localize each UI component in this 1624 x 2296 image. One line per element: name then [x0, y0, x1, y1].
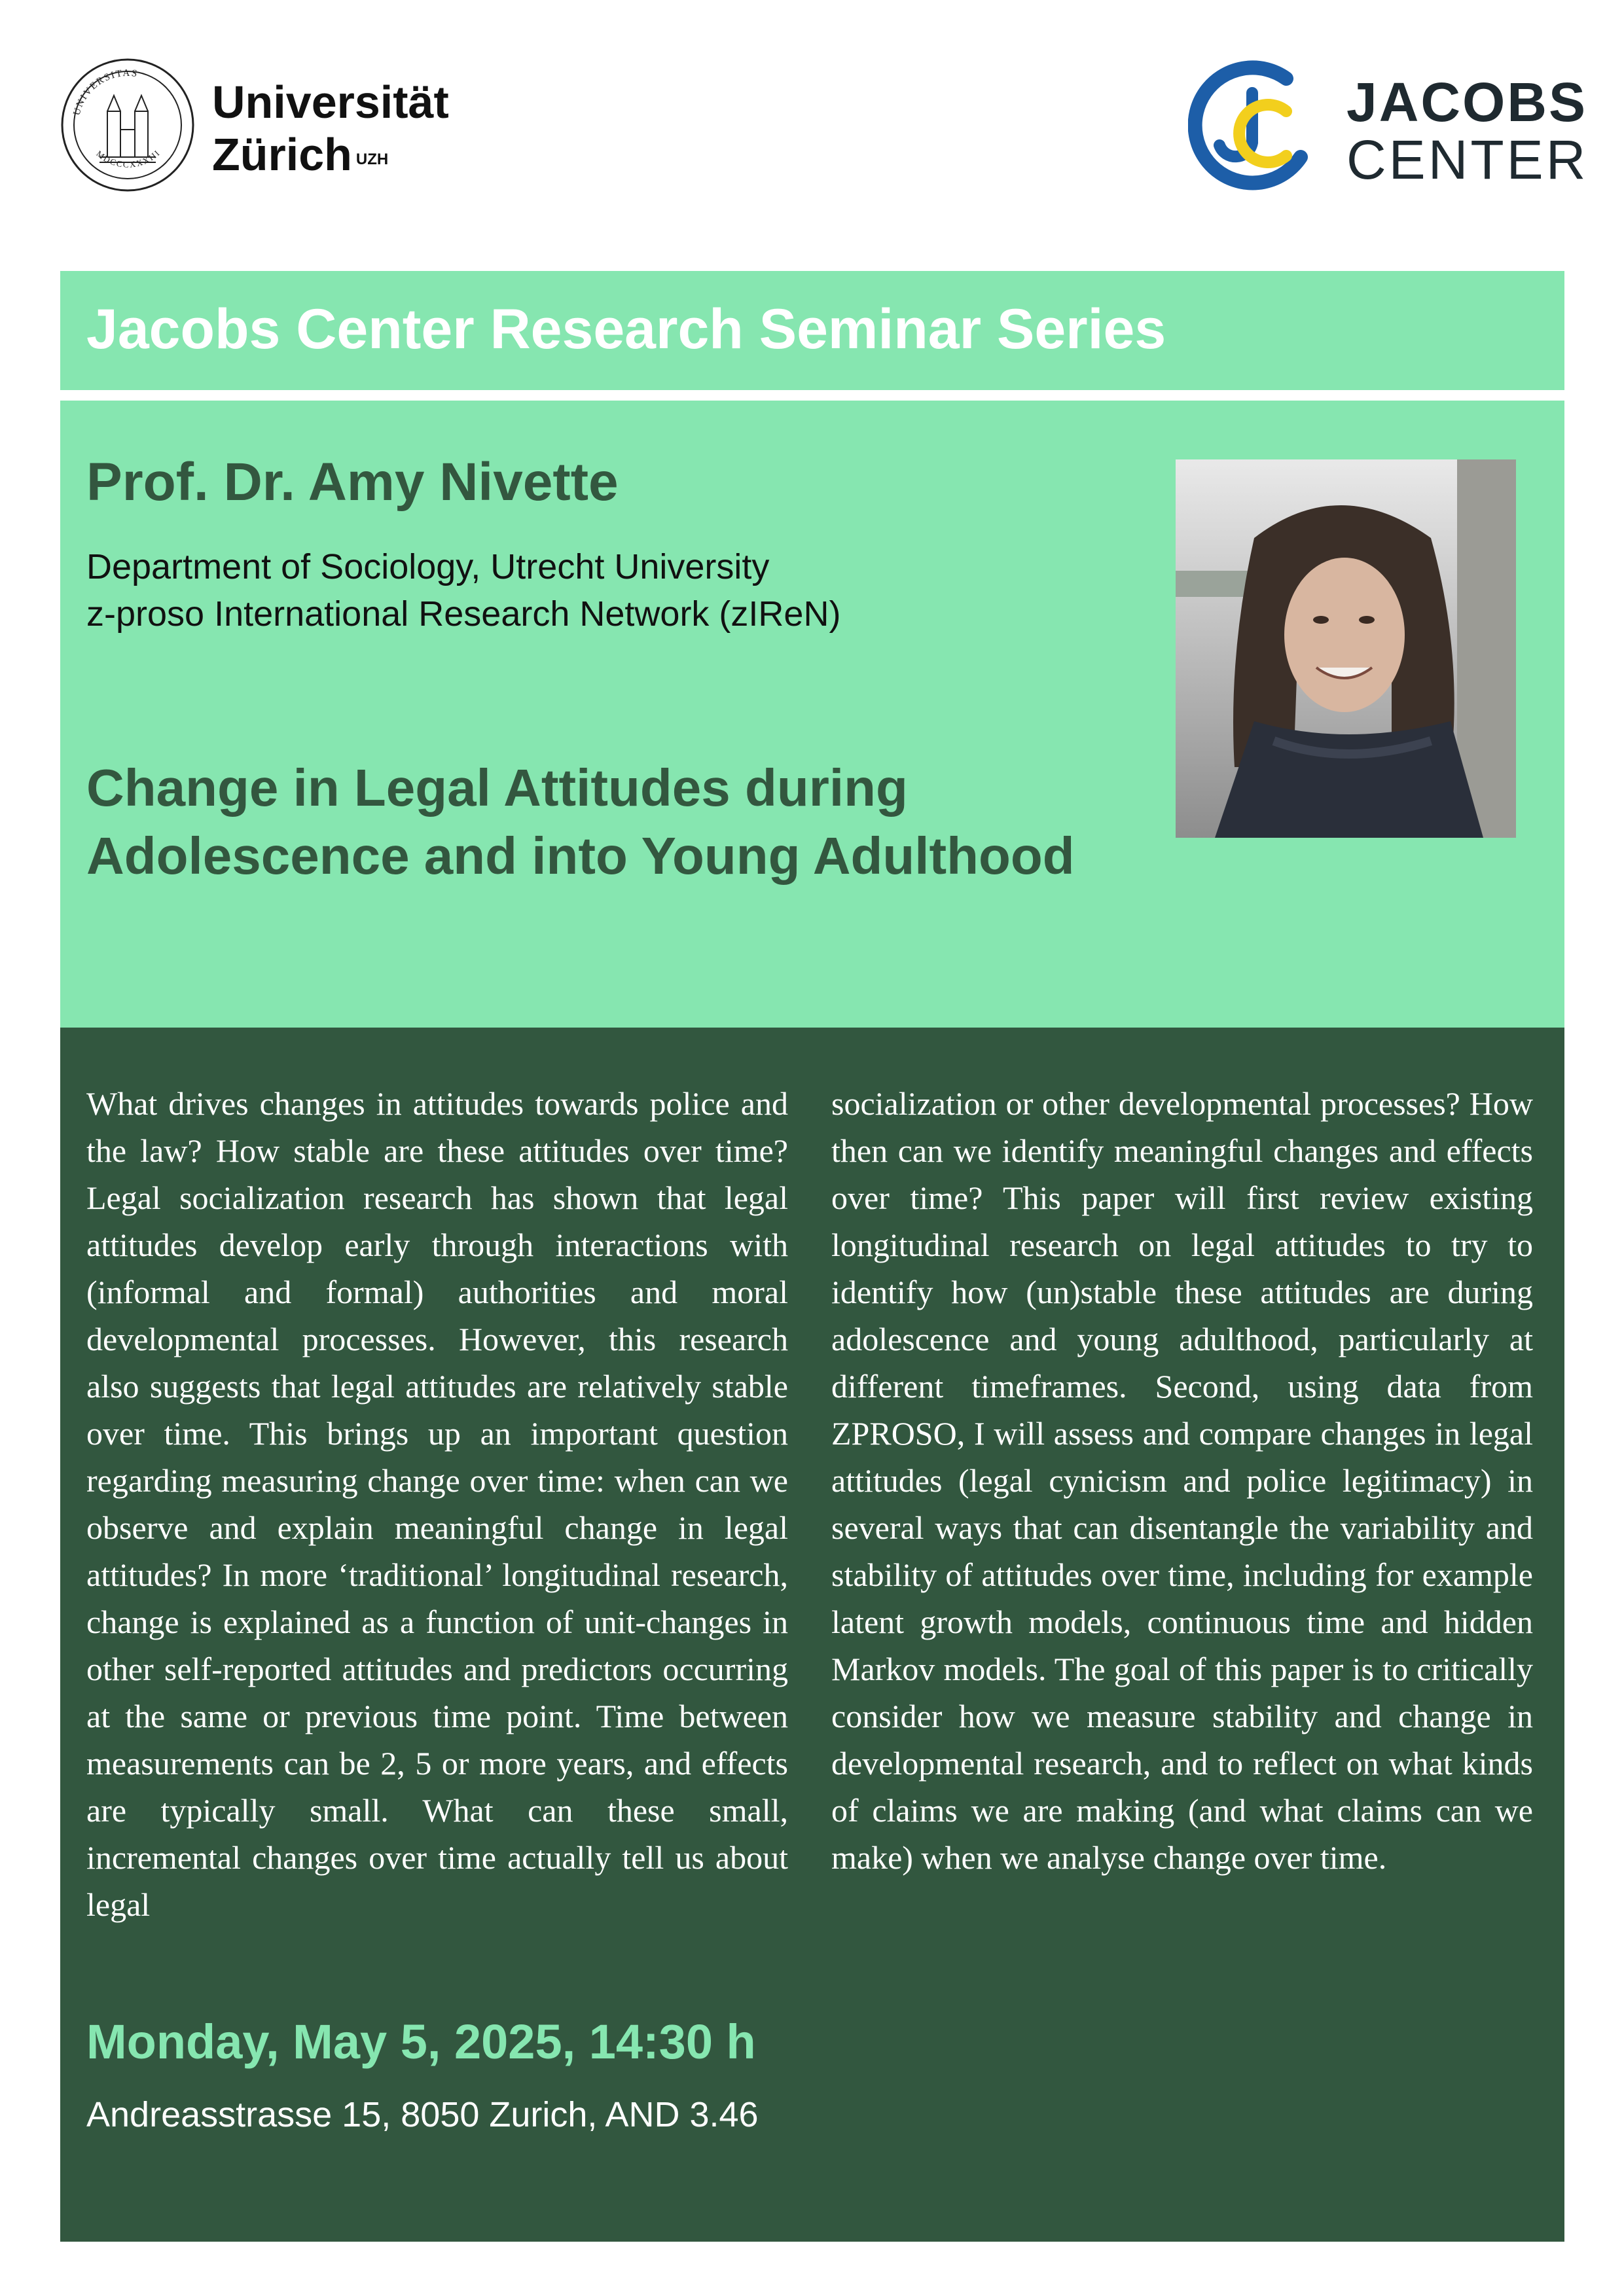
speaker-affiliations	[86, 543, 840, 637]
talk-title-line-1: Change in Legal Attitudes during	[86, 759, 908, 817]
series-title: Jacobs Center Research Seminar Series	[86, 298, 1166, 361]
seal-text-bottom: MDCCCXXXIII	[94, 147, 162, 170]
talk-title-line-2: Adolescence and into Young Adulthood	[86, 827, 1075, 885]
uzh-line1: Universität	[212, 77, 449, 128]
jacobs-line1: JACOBS	[1346, 71, 1588, 133]
uzh-line2: Zürich	[212, 129, 352, 180]
seal-text-top: UNIVERSITAS	[71, 67, 139, 117]
uzh-wordmark	[212, 76, 449, 181]
uzh-seal-icon	[60, 58, 195, 192]
abstract-column-left: What drives changes in attitudes towards police and the law? How stable are these attitudes over time? Legal socialization research has shown that legal attitudes develop early through interactions with (informal and formal) authorities and moral developmental processes. However, this research also suggests that legal attitudes are relatively stable over time. This brings up an important question regarding measuring change over time: when can we observe and explain meaningful change in legal attitudes? In more ‘traditional’ longitudinal research, change is explained as a function of unit-changes in other self-reported attitudes and predictors occurring at the same or previous time point. Time between measurements can be 2, 5 or more years, and effects are typically small. What can these small, incremental changes over time actually tell us about legal	[86, 1085, 788, 1923]
speaker-portrait	[1176, 459, 1516, 838]
abstract-column-right: socialization or other developmental processes? How then can we identify meaningful changes and effects over time? This paper will first review existing longitudinal research on legal attitudes to try to identify how (un)stable these attitudes are during adolescence and young adulthood, particularly at different timeframes. Second, using data from ZPROSO, I will assess and compare changes in legal attitudes (legal cynicism and police legitimacy) in several ways that can disentangle the variability and stability of attitudes over time, including for example latent growth models, continuous time and hidden Markov models. The goal of this paper is to critically consider how we measure stability and change in developmental research, and to reflect on what kinds of claims we are making (and what claims can we make) when we analyse change over time.	[831, 1085, 1533, 1876]
affiliation-line-1: Department of Sociology, Utrecht University	[86, 547, 770, 586]
abstract-panel	[60, 1028, 1564, 2242]
uzh-logo	[60, 58, 518, 195]
series-banner	[60, 271, 1564, 390]
speaker-panel	[60, 401, 1564, 1028]
uzh-sup: UZH	[355, 151, 389, 168]
affiliation-line-2: z-proso International Research Network (zIReN)	[86, 594, 841, 634]
event-date: Monday, May 5, 2025, 14:30 h	[86, 2015, 756, 2069]
event-venue: Andreasstrasse 15, 8050 Zurich, AND 3.46	[86, 2095, 759, 2134]
jacobs-line2: CENTER	[1346, 129, 1589, 190]
jacobs-center-mark-icon	[1188, 59, 1319, 198]
speaker-name: Prof. Dr. Amy Nivette	[86, 452, 619, 512]
jacobs-center-logo	[1188, 59, 1589, 203]
talk-title	[86, 754, 1134, 890]
portrait-photo-icon	[1176, 459, 1516, 838]
